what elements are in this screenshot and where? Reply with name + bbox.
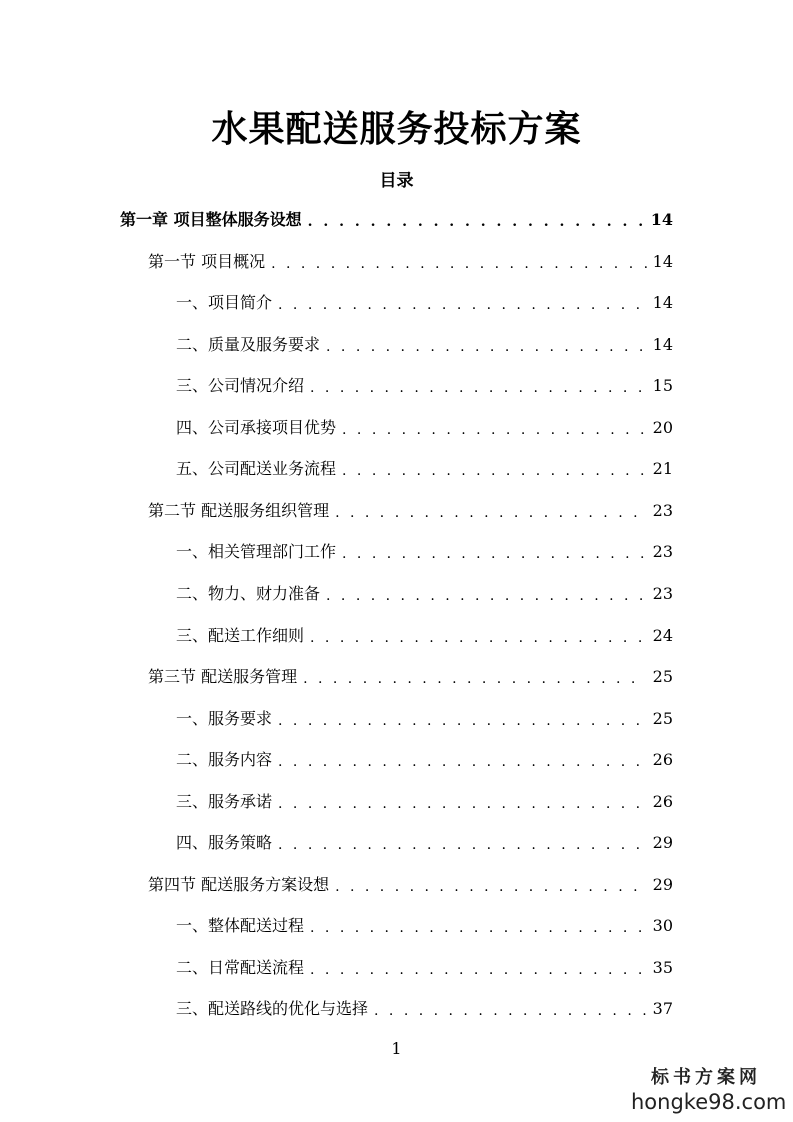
toc-dot-leader	[342, 419, 647, 441]
toc-entry-title: 二、日常配送流程	[176, 958, 305, 977]
toc-entry[interactable]	[176, 581, 673, 607]
toc-entry-page: 26	[652, 750, 673, 769]
toc-entry-page: 37	[652, 999, 673, 1018]
toc-dot-leader	[326, 336, 647, 358]
toc-entry-title: 一、整体配送过程	[176, 916, 305, 935]
toc-entry-page: 14	[650, 210, 673, 229]
toc-dot-leader	[303, 668, 647, 690]
toc-entry-page: 23	[652, 584, 673, 603]
toc-dot-leader	[335, 876, 647, 898]
toc-dot-leader	[278, 294, 647, 316]
toc-entry[interactable]	[176, 290, 673, 316]
toc-dot-leader	[310, 917, 647, 939]
watermark-logo	[631, 1066, 787, 1114]
toc-heading: 目录	[379, 171, 414, 191]
toc-dot-leader	[310, 959, 647, 981]
toc-entry-page: 23	[652, 501, 673, 520]
toc-entry-title: 一、项目简介	[176, 293, 273, 312]
toc-entry-page: 14	[652, 293, 673, 312]
toc-entry[interactable]	[148, 664, 673, 690]
toc-entry-page: 21	[652, 459, 673, 478]
toc-dot-leader	[278, 793, 647, 815]
toc-entry-page: 29	[652, 875, 673, 894]
toc-entry-title: 第四节 配送服务方案设想	[148, 875, 330, 894]
toc-dot-leader	[278, 710, 647, 732]
toc-entry[interactable]	[176, 373, 673, 399]
toc-dot-leader	[310, 627, 647, 649]
toc-entry[interactable]	[176, 623, 673, 649]
toc-entry[interactable]	[176, 539, 673, 565]
watermark-site-name: 标书方案网	[651, 1067, 761, 1088]
toc-entry-title: 三、配送路线的优化与选择	[176, 999, 369, 1018]
toc-entry-page: 23	[652, 542, 673, 561]
toc-entry-title: 二、服务内容	[176, 750, 273, 769]
toc-entry-page: 14	[652, 252, 673, 271]
toc-entry-title: 二、质量及服务要求	[176, 335, 321, 354]
toc-dot-leader	[271, 253, 647, 275]
toc-entry[interactable]	[176, 456, 673, 482]
toc-dot-leader	[310, 377, 647, 399]
toc-entry[interactable]	[148, 872, 673, 898]
toc-entry[interactable]	[176, 830, 673, 856]
toc-entry-title: 第三节 配送服务管理	[148, 667, 298, 686]
toc-entry-title: 第一节 项目概况	[148, 252, 266, 271]
watermark-url: hongke98.com	[631, 1090, 787, 1114]
toc-entry[interactable]	[176, 789, 673, 815]
toc-dot-leader	[342, 543, 647, 565]
toc-entry-page: 25	[652, 709, 673, 728]
toc-entry[interactable]	[176, 747, 673, 773]
toc-entry-title: 五、公司配送业务流程	[176, 459, 337, 478]
toc-entry-title: 第一章 项目整体服务设想	[120, 210, 302, 229]
toc-entry-page: 29	[652, 833, 673, 852]
toc-entry[interactable]	[120, 207, 673, 233]
toc-entry-title: 一、服务要求	[176, 709, 273, 728]
toc-dot-leader	[335, 502, 647, 524]
toc-dot-leader	[326, 585, 647, 607]
toc-entry[interactable]	[176, 332, 673, 358]
toc-entry[interactable]	[148, 249, 673, 275]
toc-entry[interactable]	[176, 415, 673, 441]
toc-entry-page: 26	[652, 792, 673, 811]
toc-dot-leader	[308, 211, 645, 233]
toc-entry-title: 一、相关管理部门工作	[176, 542, 337, 561]
toc-entry-page: 14	[652, 335, 673, 354]
toc-entry[interactable]	[176, 913, 673, 939]
toc-entry-title: 四、服务策略	[176, 833, 273, 852]
toc-entry[interactable]	[148, 498, 673, 524]
toc-entry-page: 15	[652, 376, 673, 395]
toc-dot-leader	[342, 460, 647, 482]
toc-entry-title: 三、公司情况介绍	[176, 376, 305, 395]
toc-entry-page: 35	[652, 958, 673, 977]
toc-entry-page: 24	[652, 626, 673, 645]
toc-entry[interactable]	[176, 955, 673, 981]
toc-entry[interactable]	[176, 996, 673, 1022]
toc-entry-title: 三、服务承诺	[176, 792, 273, 811]
toc-entry-title: 二、物力、财力准备	[176, 584, 321, 603]
toc-entry-title: 三、配送工作细则	[176, 626, 305, 645]
toc-entry-page: 20	[652, 418, 673, 437]
toc-entry[interactable]	[176, 706, 673, 732]
document-title: 水果配送服务投标方案	[211, 108, 582, 150]
toc-dot-leader	[278, 834, 647, 856]
toc-entry-page: 30	[652, 916, 673, 935]
toc-entry-title: 四、公司承接项目优势	[176, 418, 337, 437]
toc-dot-leader	[374, 1000, 647, 1022]
toc-entry-page: 25	[652, 667, 673, 686]
toc-entry-title: 第二节 配送服务组织管理	[148, 501, 330, 520]
toc-dot-leader	[278, 751, 647, 773]
page-number: 1	[391, 1039, 402, 1058]
